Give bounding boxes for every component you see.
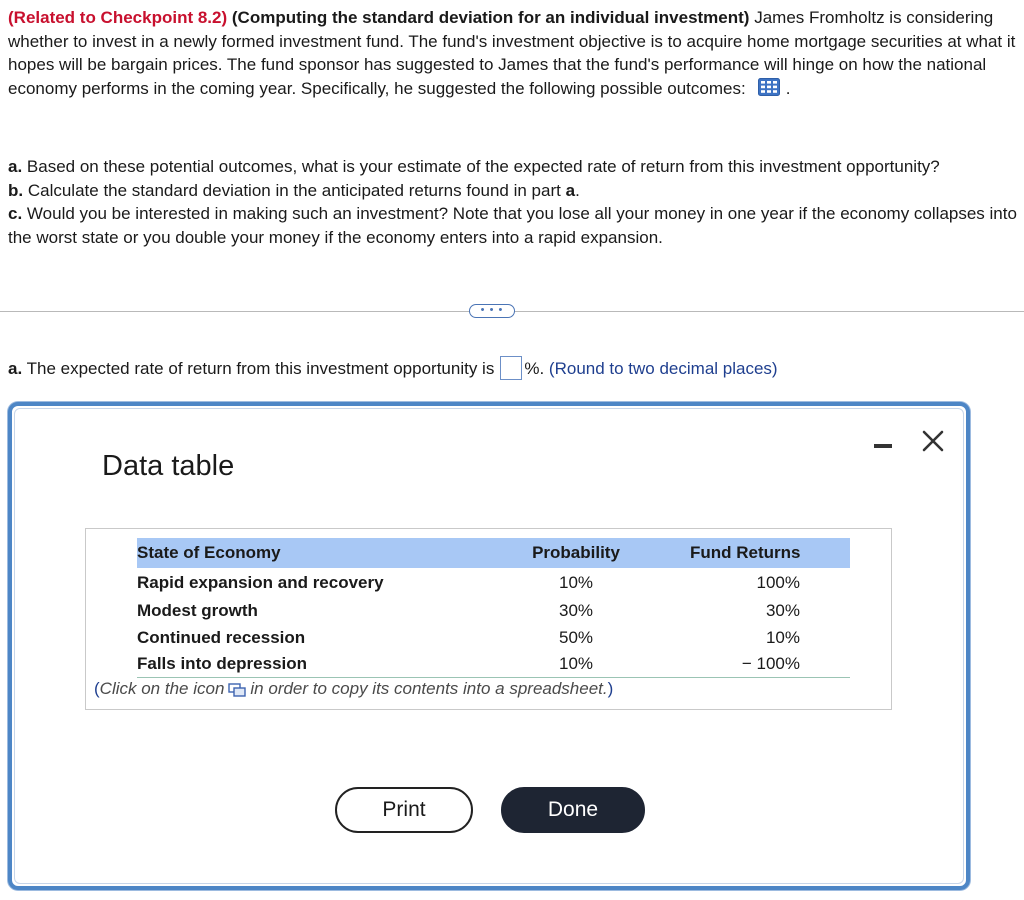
problem-body: James Fromholtz is considering whether to invest in a newly formed investment fund. The fund's investment objective is to acquire home mortgage securities at what it hopes will be bargain prices. The fund sponsor has suggested to James that the fund's performance will hinge on how the national economy performs in the coming year. Specifically, he suggested the following possible outcomes:	[8, 8, 1016, 98]
table-row-3-state: Continued recession	[137, 628, 306, 647]
table-row-2-probability: 30%	[558, 601, 594, 620]
table-row-1-probability: 10%	[558, 573, 594, 592]
copy-hint-close-paren: )	[607, 679, 614, 698]
done-button[interactable]: Done	[501, 787, 645, 833]
table-row-1-return: 100%	[756, 573, 800, 592]
table-row-4-return: − 100%	[741, 654, 800, 673]
dialog-title: Data table	[102, 450, 235, 482]
part-b	[8, 179, 1020, 203]
table-row-4-probability: 10%	[558, 654, 594, 673]
copy-hint-after: in order to copy its contents into a spreadsheet.	[250, 679, 608, 698]
copy-hint	[94, 679, 613, 699]
problem-statement	[8, 6, 1018, 100]
part-a-text: Based on these potential outcomes, what is your estimate of the expected rate of return from this investment opportunity?	[26, 157, 940, 176]
part-c-text: Would you be interested in making such an investment? Note that you lose all your money in one year if the economy collapses into the worst state or you double your money if the economy enters into a rapid expansion.	[8, 204, 1017, 247]
answer-line	[8, 356, 778, 382]
header-probability: Probability	[532, 543, 620, 562]
data-table	[85, 528, 892, 710]
expand-more-button[interactable]: • • •	[469, 304, 515, 318]
table-bottom-rule	[137, 677, 850, 678]
part-b-end: .	[575, 180, 580, 200]
part-a-label: a.	[8, 157, 23, 176]
checkpoint-tag: (Related to Checkpoint 8.2)	[8, 8, 228, 27]
print-button[interactable]: Print	[335, 787, 473, 833]
table-row-2-state: Modest growth	[137, 601, 258, 620]
part-b-text: Calculate the standard deviation in the anticipated returns found in part	[27, 180, 561, 200]
part-a	[8, 155, 1020, 179]
rounding-hint: (Round to two decimal places)	[548, 359, 778, 378]
close-icon[interactable]	[920, 428, 946, 454]
part-b-label: b.	[8, 180, 24, 200]
data-table-grid-icon[interactable]	[758, 78, 780, 96]
copy-hint-open-paren: (	[94, 679, 100, 698]
part-b-ref: a	[565, 180, 576, 200]
answer-part-label: a.	[8, 359, 23, 378]
minimize-icon[interactable]	[874, 444, 892, 448]
header-state: State of Economy	[137, 543, 281, 562]
data-table-dialog	[8, 402, 970, 890]
table-row-3-probability: 50%	[558, 628, 594, 647]
answer-input[interactable]	[500, 356, 522, 380]
table-row-2-return: 30%	[765, 601, 800, 620]
header-fund-returns: Fund Returns	[690, 543, 801, 562]
answer-prompt: The expected rate of return from this investment opportunity is	[26, 359, 495, 378]
problem-title: (Computing the standard deviation for an individual investment)	[231, 8, 750, 27]
table-row-3-return: 10%	[765, 628, 800, 647]
part-c-label: c.	[8, 204, 23, 223]
table-row-4-state: Falls into depression	[137, 654, 308, 673]
copy-to-spreadsheet-icon[interactable]	[228, 682, 246, 696]
problem-period: .	[785, 78, 791, 98]
part-c	[8, 202, 1020, 249]
answer-suffix: %.	[524, 359, 545, 378]
copy-hint-before: Click on the icon	[99, 679, 225, 698]
table-row-1-state: Rapid expansion and recovery	[137, 573, 384, 592]
question-parts	[8, 155, 1020, 249]
